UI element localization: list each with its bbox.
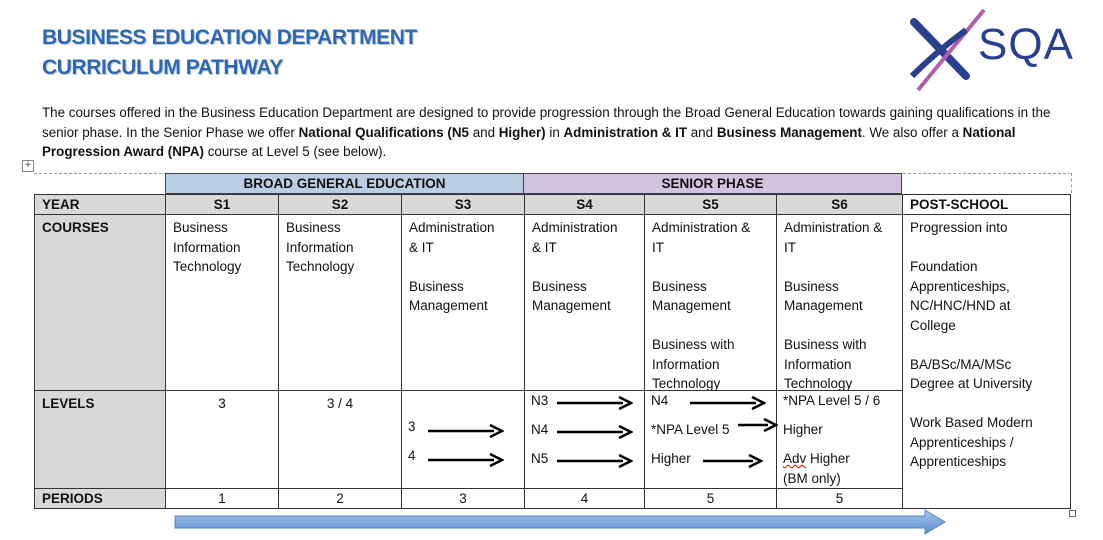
level-s6-bm-only: (BM only) (783, 471, 841, 486)
courses-label: COURSES (34, 214, 166, 391)
courses-s2: Business Information Technology (278, 214, 402, 391)
year-s1: S1 (165, 194, 279, 215)
periods-s1: 1 (165, 488, 279, 509)
periods-label: PERIODS (34, 488, 166, 509)
level-s4-n3: N3 (531, 393, 549, 408)
level-s4-n5: N5 (531, 451, 549, 466)
progression-arrow-icon (557, 425, 633, 439)
levels-s3 (401, 390, 525, 489)
periods-s3: 3 (401, 488, 525, 509)
logo-text: SQA (978, 20, 1074, 69)
progression-arrow-icon (690, 396, 766, 410)
level-s6-adv-higher: Adv Higher (783, 451, 850, 466)
page-title-line2: CURRICULUM PATHWAY (42, 56, 283, 79)
year-s6: S6 (776, 194, 903, 215)
table-dashed-guide-right (1071, 173, 1072, 193)
courses-s6: Administration & IT Business Management Business with Information Technology (776, 214, 903, 391)
periods-s4: 4 (524, 488, 645, 509)
level-s6-higher: Higher (783, 422, 823, 437)
year-s3: S3 (401, 194, 525, 215)
band-broad-general-education: BROAD GENERAL EDUCATION (165, 173, 524, 194)
year-s2: S2 (278, 194, 402, 215)
progression-timeline-arrow-icon (173, 509, 948, 535)
levels-label: LEVELS (34, 390, 166, 489)
levels-s1: 3 (165, 390, 279, 489)
level-s3-4: 4 (408, 448, 416, 463)
table-move-handle-icon[interactable]: + (22, 160, 34, 172)
courses-s5: Administration & IT Business Management Business with Information Technology (644, 214, 777, 391)
level-s4-n4: N4 (531, 422, 549, 437)
page-title-line1: BUSINESS EDUCATION DEPARTMENT (42, 26, 417, 49)
progression-arrow-icon (557, 454, 633, 468)
year-post-school: POST-SCHOOL (902, 194, 1071, 215)
year-s4: S4 (524, 194, 645, 215)
periods-s6: 5 (776, 488, 903, 509)
levels-s2: 3 / 4 (278, 390, 402, 489)
year-s5: S5 (644, 194, 777, 215)
year-label: YEAR (34, 194, 166, 215)
progression-arrow-icon (557, 396, 633, 410)
courses-s4: Administration & IT Business Management (524, 214, 645, 391)
level-s5-npa: *NPA Level 5 (651, 422, 730, 437)
level-s6-npa: *NPA Level 5 / 6 (783, 393, 881, 408)
periods-s5: 5 (644, 488, 777, 509)
level-s5-higher: Higher (651, 451, 691, 466)
intro-paragraph: The courses offered in the Business Education Department are designed to provide progression through the Broad General Education towards gaining qualifications in the senior phase. In the Senior Phase we offer National Qualifications (N5 and Higher) in Administration & IT and Business Management. We also offer a National Progression Award (NPA) course at Level 5 (see below). (42, 105, 1051, 159)
progression-arrow-icon (703, 454, 763, 468)
periods-s2: 2 (278, 488, 402, 509)
courses-s3: Administration & IT Business Management (401, 214, 525, 391)
band-senior-phase: SENIOR PHASE (523, 173, 902, 194)
progression-arrow-icon (428, 424, 504, 438)
progression-arrow-icon (738, 418, 778, 432)
post-school-pathways: Progression into Foundation Apprenticeships, NC/HNC/HND at College BA/BSc/MA/MSc Degree at University Work Based Modern Apprenticeships / Apprenticeships (902, 214, 1071, 509)
level-s5-n4: N4 (651, 393, 669, 408)
progression-arrow-icon (428, 453, 504, 467)
table-resize-handle[interactable] (1069, 510, 1076, 517)
courses-s1: Business Information Technology (165, 214, 279, 391)
level-s3-3: 3 (408, 419, 416, 434)
